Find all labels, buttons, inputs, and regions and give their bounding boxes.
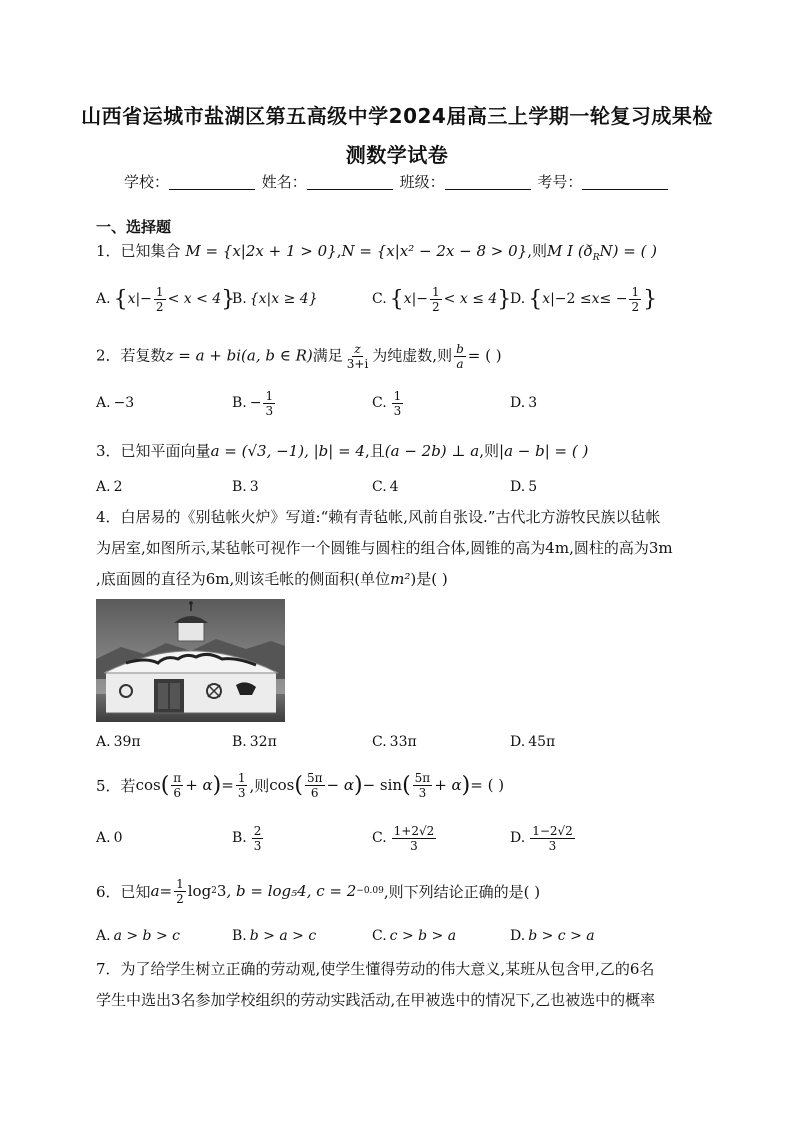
option-label: D. [510, 395, 526, 411]
option-label: B. [232, 928, 247, 944]
option-b[interactable] [232, 279, 318, 319]
option-label: A. [96, 395, 111, 411]
option-d[interactable]: D. { x |−2 ≤ x ≤ − $\frac{1}{2}$ } [510, 284, 658, 314]
question-3-options [96, 467, 696, 507]
option-label: B. [232, 395, 247, 411]
option-d[interactable]: D. $\frac{1-2√2}{3}$ [510, 823, 573, 853]
name-label: 姓名： [261, 173, 307, 191]
option-b[interactable]: B. $\frac{2}{3}$ [232, 823, 262, 853]
option-c[interactable]: C. $\frac{1+2√2}{3}$ [372, 823, 435, 853]
option-label: A. [96, 928, 111, 944]
option-b[interactable] [232, 722, 277, 762]
exam-title-line2: 测数学试卷 [345, 143, 449, 167]
set-m: M = {x|2x + 1 > 0} [185, 242, 337, 260]
option-value: 33π [389, 734, 417, 750]
question-number: 5． [96, 776, 121, 795]
class-blank[interactable] [445, 189, 531, 190]
question-number: 2． [96, 346, 121, 365]
option-value: 4 [389, 479, 399, 495]
stem-text: 若 [120, 776, 136, 795]
option-label: B. [232, 479, 247, 495]
question-6-stem: 6． 已知 a = $\frac{1}{2}$ log 2 3 , b = log₅4 , c = 2 −0.09 ,则下列结论正确的是( ) [96, 876, 541, 906]
stem-text: 已知集合 [120, 242, 181, 260]
stem-text: ,底面圆的直径为6m,则该毛帐的侧面积(单位 [96, 570, 391, 588]
stem-text: )是( ) [410, 570, 448, 588]
expression: , b = log₅4 [226, 882, 307, 900]
question-number: 3． [96, 442, 121, 460]
denominator: 3+i [346, 357, 369, 371]
option-label: C. [372, 734, 387, 750]
stem-text: 为纯虚数,则 [372, 346, 453, 365]
option-label: C. [372, 291, 387, 307]
option-value: −3 [113, 395, 135, 411]
exponent: −0.09 [356, 886, 384, 896]
option-c[interactable] [372, 722, 417, 762]
option-b[interactable] [232, 916, 316, 956]
option-d[interactable] [510, 722, 555, 762]
section-title: 一、选择题 [96, 218, 172, 236]
option-b[interactable] [232, 467, 259, 507]
school-label: 学校： [124, 173, 170, 191]
option-value: 3 [249, 479, 259, 495]
stem-text: ,且 [364, 442, 385, 460]
question-2-stem [96, 342, 502, 371]
stem-text: 学生中选出3名参加学校组织的劳动实践活动,在甲被选中的情况下,乙也被选中的概率 [96, 991, 656, 1009]
expression: , c = 2 [306, 882, 357, 900]
option-label: B. [232, 734, 247, 750]
fraction [345, 342, 371, 371]
stem-text: ,则 [527, 242, 547, 260]
question-1-options [96, 279, 696, 319]
option-value: 0 [113, 830, 123, 846]
option-d[interactable] [510, 383, 537, 423]
option-a[interactable] [96, 818, 122, 858]
id-label: 考号： [537, 173, 583, 191]
stem-text: 为了给学生树立正确的劳动观,使学生懂得劳动的伟大意义,某班从包含甲,乙的6名 [120, 960, 655, 978]
option-value: a > b > c [113, 928, 180, 944]
option-label: D. [510, 291, 526, 307]
yurt-photo [96, 599, 285, 722]
option-a[interactable]: A. { x |− $\frac{1}{2}$ < x < 4 } [96, 284, 236, 314]
expression: , |b| = 4 [304, 442, 365, 460]
question-4-options [96, 722, 696, 762]
subscript: R [592, 253, 600, 263]
option-a[interactable] [96, 722, 141, 762]
numerator: b [456, 342, 464, 356]
separator: , [336, 242, 342, 260]
stem-text: ,则下列结论正确的是( ) [383, 882, 541, 901]
id-blank[interactable] [582, 189, 668, 190]
option-value: 32π [249, 734, 277, 750]
stem-text: = ( ) [467, 346, 502, 365]
stem-text: 已知平面向量 [120, 442, 211, 460]
option-label: C. [372, 830, 387, 846]
question-4-stem [96, 502, 696, 595]
school-blank[interactable] [169, 189, 255, 190]
yurt-illustration [96, 599, 285, 722]
option-value: 39π [113, 734, 141, 750]
question-2-options [96, 383, 696, 423]
question-1-stem [96, 240, 657, 263]
option-value: {x|x ≥ 4} [249, 291, 318, 307]
set-n: N = {x|x² − 2x − 8 > 0} [341, 242, 528, 260]
student-info-row [124, 171, 670, 192]
option-value: b > a > c [249, 928, 317, 944]
option-label: B. [232, 291, 247, 307]
expression: z = a + bi [165, 346, 242, 365]
expression: |a − b| = ( ) [499, 442, 589, 460]
option-label: A. [96, 830, 111, 846]
question-5-stem: 5． 若 cos ( $\frac{\pi}{6}$ + α ) = $\frac{1}{3}$ ,则 cos ( $\frac{5\pi}{6}$ − α ) − sin ( $\frac{5\pi}{3}$ + α ) = ( ) [96, 770, 505, 800]
option-label: A. [96, 291, 111, 307]
expression: N) = ( ) [599, 242, 658, 260]
expression: a = (√3, −1) [210, 442, 305, 460]
option-a[interactable] [96, 383, 134, 423]
unit: m² [390, 570, 411, 588]
stem-text: ,则 [479, 442, 500, 460]
question-5-options [96, 818, 696, 858]
stem-text: 满足 [312, 346, 343, 365]
stem-text: 已知 [120, 882, 151, 901]
option-d[interactable] [510, 916, 595, 956]
option-value: 5 [528, 479, 538, 495]
condition: (a, b ∈ R) [241, 346, 313, 365]
option-a[interactable] [96, 916, 180, 956]
stem-text: 若复数 [120, 346, 166, 365]
stem-text: ,则 [249, 776, 270, 795]
option-label: C. [372, 928, 387, 944]
question-7-stem [96, 954, 696, 1016]
option-value: b > c > a [528, 928, 595, 944]
option-d[interactable] [510, 467, 537, 507]
name-blank[interactable] [307, 189, 393, 190]
option-label: D. [510, 479, 526, 495]
option-label: A. [96, 479, 111, 495]
option-c[interactable] [372, 916, 456, 956]
option-label: C. [372, 395, 387, 411]
option-a[interactable] [96, 467, 122, 507]
question-3-stem [96, 440, 588, 461]
option-label: D. [510, 734, 526, 750]
option-value: 2 [113, 479, 123, 495]
question-number: 6． [96, 882, 121, 901]
option-label: A. [96, 734, 111, 750]
question-6-options [96, 916, 696, 956]
option-c[interactable]: C. $\frac{1}{3}$ [372, 388, 402, 418]
stem-text: 为居室,如图所示,某毡帐可视作一个圆锥与圆柱的组合体,圆锥的高为4m,圆柱的高为3m [96, 539, 673, 557]
question-number: 7． [96, 960, 121, 978]
stem-text: 白居易的《别毡帐火炉》写道:“赖有青毡帐,风前自张设.”古代北方游牧民族以毡帐 [120, 508, 661, 526]
option-label: B. [232, 830, 247, 846]
fraction [454, 342, 466, 371]
option-label: D. [510, 928, 526, 944]
option-value: 3 [528, 395, 538, 411]
question-number: 1． [96, 242, 121, 260]
class-label: 班级： [399, 173, 445, 191]
denominator: a [456, 357, 464, 371]
option-value: c > b > a [389, 928, 457, 944]
exam-title-line1: 山西省运城市盐湖区第五高级中学2024届高三上学期一轮复习成果检 [81, 104, 713, 128]
option-b[interactable]: B. − $\frac{1}{3}$ [232, 388, 274, 418]
expression: M I (ð [547, 242, 593, 260]
option-label: D. [510, 830, 526, 846]
question-number: 4． [96, 508, 121, 526]
option-c[interactable]: C. { x |− $\frac{1}{2}$ < x ≤ 4 } [372, 284, 512, 314]
option-c[interactable] [372, 467, 399, 507]
numerator: z [354, 342, 361, 356]
option-label: C. [372, 479, 387, 495]
option-value: 45π [528, 734, 556, 750]
expression: (a − 2b) ⊥ a [384, 442, 480, 460]
